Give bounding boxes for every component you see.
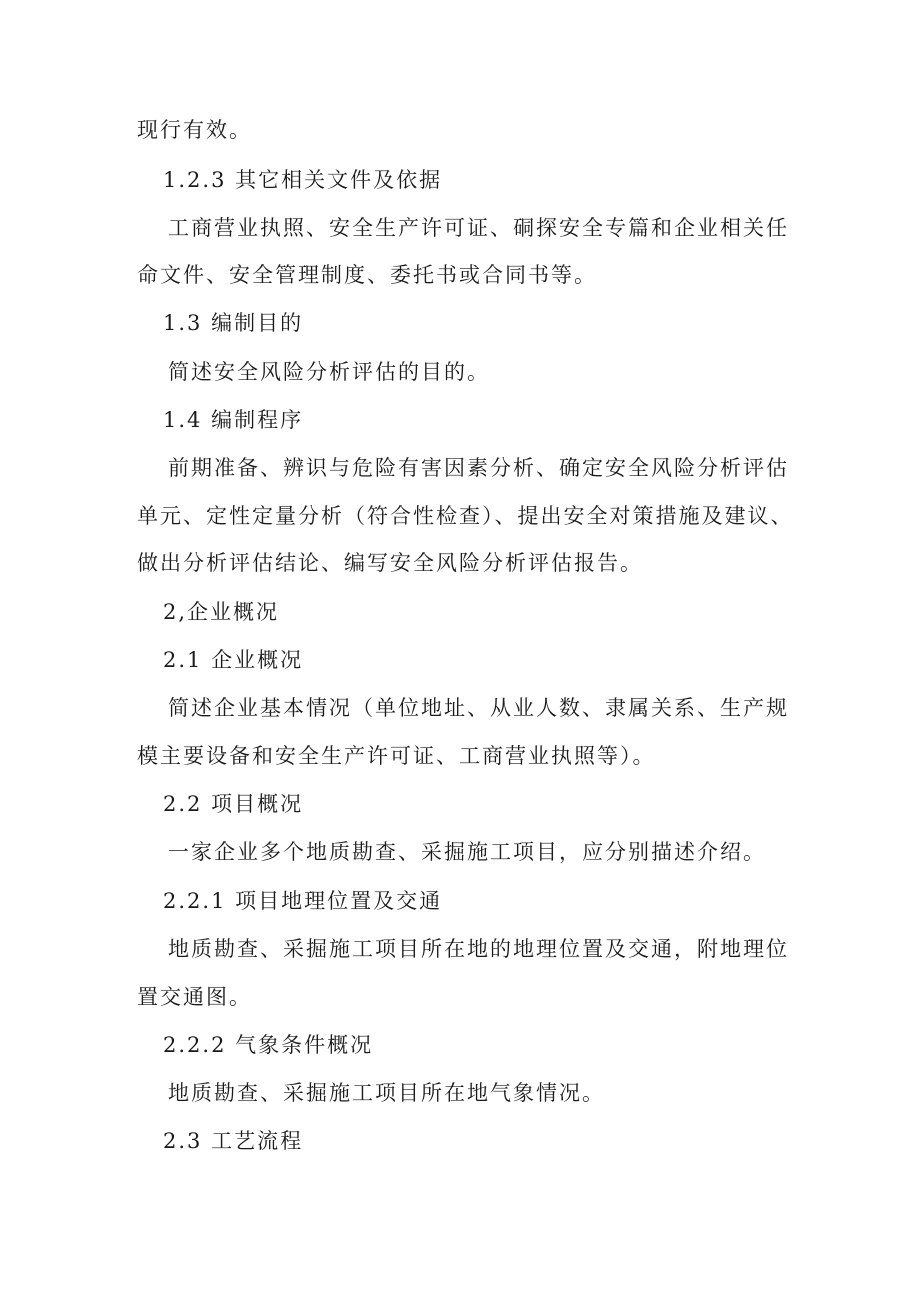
body-text-paragraph: 命文件、安全管理制度、委托书或合同书等。 bbox=[137, 263, 597, 287]
section-heading-2-2-1: 2.2.1 项目地理位置及交通 bbox=[163, 889, 443, 913]
body-text-paragraph: 置交通图。 bbox=[137, 985, 252, 1009]
section-heading-2-3: 2.3 工艺流程 bbox=[163, 1129, 304, 1153]
body-text-paragraph: 地质勘查、采掘施工项目所在地气象情况。 bbox=[168, 1081, 605, 1105]
body-text-paragraph: 单元、定性定量分析（符合性检查）、提出安全对策措施及建议、 bbox=[137, 504, 794, 528]
body-text-paragraph: 简述安全风险分析评估的目的。 bbox=[168, 360, 490, 384]
body-text-paragraph: 模主要设备和安全生产许可证、工商营业执照等）。 bbox=[137, 744, 656, 768]
section-heading-2: 2,企业概况 bbox=[163, 600, 280, 624]
body-text-paragraph: 地质勘查、采掘施工项目所在地的地理位置及交通，附地理位 bbox=[168, 937, 789, 961]
section-heading-2-1: 2.1 企业概况 bbox=[163, 648, 304, 672]
section-heading-1-3: 1.3 编制目的 bbox=[163, 311, 304, 335]
section-heading-2-2-2: 2.2.2 气象条件概况 bbox=[163, 1033, 374, 1057]
body-text-paragraph: 工商营业执照、安全生产许可证、硐探安全专篇和企业相关任 bbox=[168, 216, 789, 240]
body-text-paragraph: 做出分析评估结论、编写安全风险分析评估报告。 bbox=[137, 551, 643, 575]
section-heading-1-4: 1.4 编制程序 bbox=[163, 408, 304, 432]
body-text-continuation: 现行有效。 bbox=[137, 118, 252, 142]
body-text-paragraph: 前期准备、辨识与危险有害因素分析、确定安全风险分析评估 bbox=[168, 456, 789, 480]
section-heading-1-2-3: 1.2.3 其它相关文件及依据 bbox=[163, 168, 443, 192]
section-heading-2-2: 2.2 项目概况 bbox=[163, 792, 304, 816]
body-text-paragraph: 简述企业基本情况（单位地址、从业人数、隶属关系、生产规 bbox=[168, 696, 789, 720]
body-text-paragraph: 一家企业多个地质勘查、采掘施工项目，应分别描述介绍。 bbox=[168, 840, 766, 864]
